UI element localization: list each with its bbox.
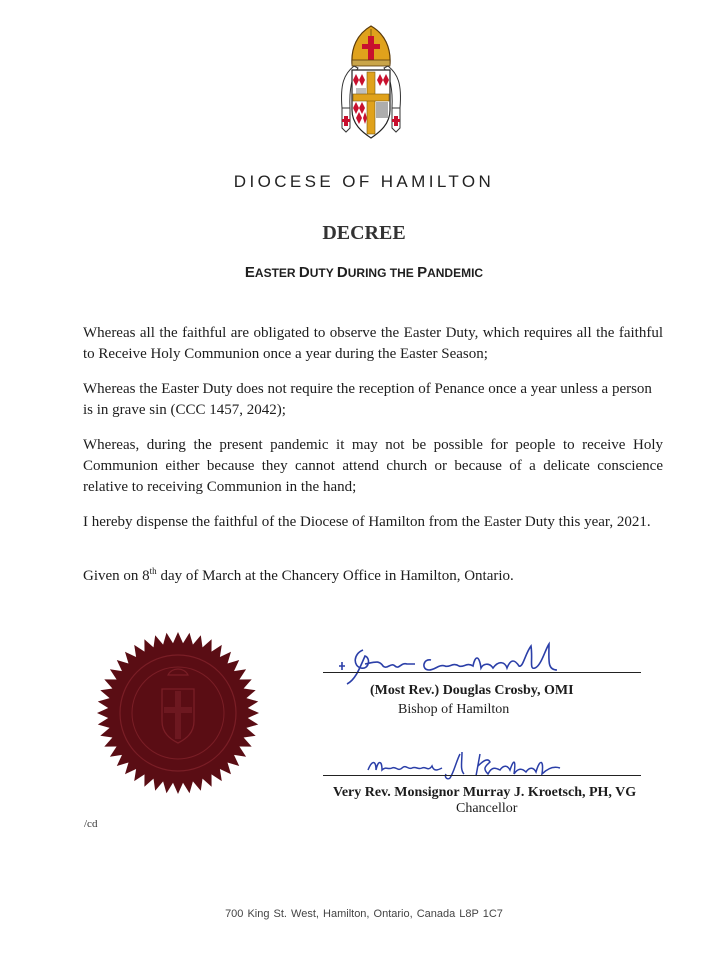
chancellor-signature-line — [323, 775, 641, 776]
bishop-name: (Most Rev.) Douglas Crosby, OMI — [370, 683, 574, 698]
official-seal — [96, 631, 260, 795]
diocese-heading: DIOCESE OF HAMILTON — [233, 172, 495, 191]
paragraph: Whereas the Easter Duty does not require the reception of Penance once a year unless a person is in grave sin (CCC 1457, 2042); — [83, 381, 652, 418]
bishop-signature — [335, 640, 570, 688]
chancellor-title: Chancellor — [456, 801, 518, 816]
footer-address: 700 King St. West, Hamilton, Ontario, Canada L8P 1C7 — [225, 908, 503, 920]
bishop-signature-line — [323, 672, 641, 673]
bishop-title: Bishop of Hamilton — [398, 702, 510, 717]
chancellor-signature — [364, 748, 564, 782]
typist-initials: /cd — [84, 818, 98, 830]
chancellor-name: Very Rev. Monsignor Murray J. Kroetsch, PH, VG — [333, 785, 637, 800]
decree-body — [83, 323, 663, 547]
paragraph: I hereby dispense the faithful of the Diocese of Hamilton from the Easter Duty this year, 2021. — [83, 514, 651, 530]
decree-subtitle: EASTER DUTY DURING THE PANDEMIC — [244, 264, 484, 281]
decree-title: DECREE — [322, 222, 406, 244]
diocese-crest-logo — [330, 24, 412, 142]
paragraph: Whereas all the faithful are obligated to observe the Easter Duty, which requires all the faithful to Receive Holy Communion once a year during the Easter Season; — [83, 325, 663, 362]
given-date-line: Given on 8th day of March at the Chancery Office in Hamilton, Ontario. — [83, 566, 514, 584]
paragraph: Whereas, during the present pandemic it may not be possible for people to receive Holy Communion either because they cannot attend church or because of a delicate conscience relative to receiving Communion in the hand; — [83, 437, 663, 495]
